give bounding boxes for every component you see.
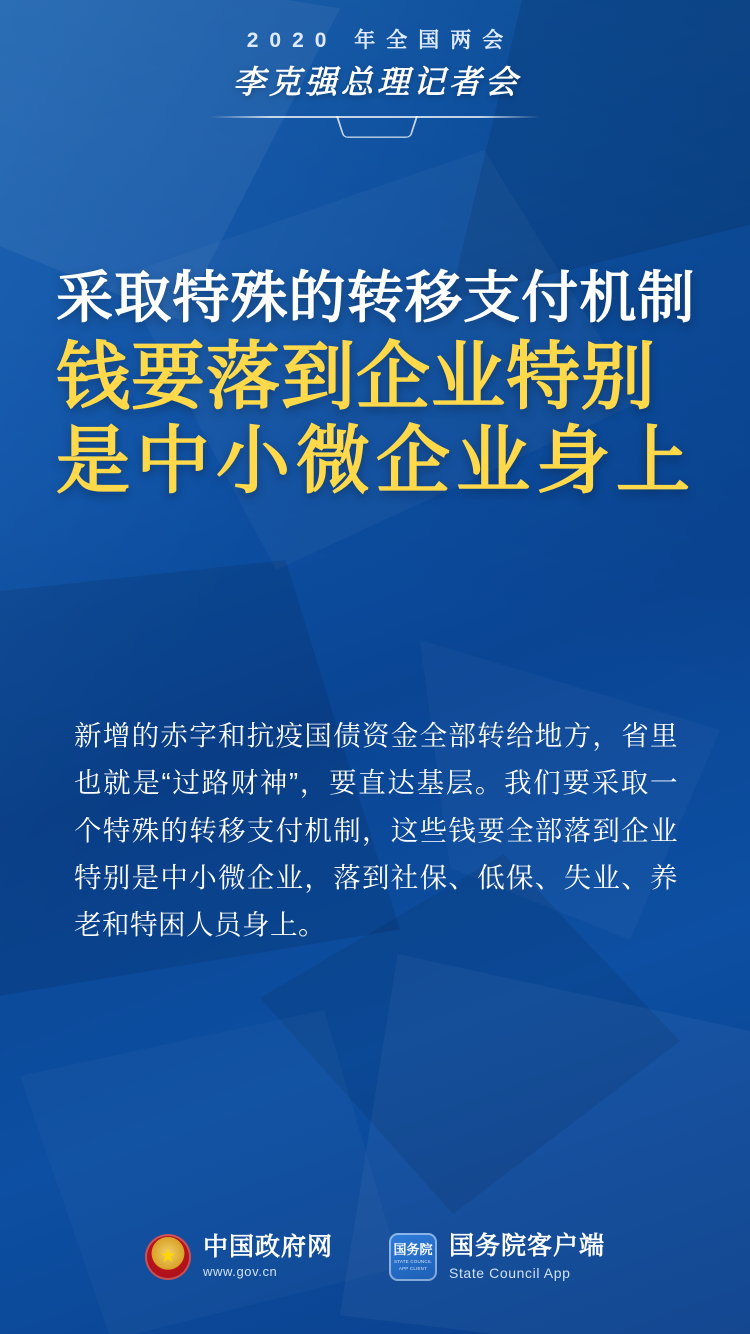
header-title: 李克强总理记者会 [232,64,521,100]
state-council-brand-text [449,1232,605,1282]
gov-brand-url: www.gov.cn [202,1264,278,1280]
headline-block [0,266,750,503]
gov-brand-name: 中国政府网 [202,1232,333,1261]
state-council-name: 国务院客户端 [449,1232,606,1261]
state-council-name-en: State Council App [449,1264,571,1281]
national-emblem-icon [145,1234,191,1280]
header-divider [210,116,540,118]
gov-brand-text [203,1233,333,1281]
poster-header [0,0,750,118]
gov-brand[interactable] [145,1233,333,1281]
state-council-mark-en-top: STATE COUNCIL [394,1258,432,1264]
background-facet [20,1010,400,1334]
headline-line-2: 钱要落到企业特别 [56,335,656,419]
state-council-mark-en-bottom: APP CLIENT [398,1265,428,1271]
state-council-logo-icon [389,1233,437,1281]
state-council-mark-cn: 国务院 [393,1241,433,1257]
poster-footer [0,1232,750,1282]
headline-line-1: 采取特殊的转移支付机制 [56,266,696,330]
state-council-brand[interactable] [389,1232,605,1282]
header-kicker: 2020 年全国两会 [246,29,515,52]
body-paragraph: 新增的赤字和抗疫国债资金全部转给地方，省里也就是“过路财神”，要直达基层。我们要采取一个特殊的转移支付机制，这些钱要全部落到企业特别是中小微企业，落到社保、低保、失业、养老和特困人员身上。 [74,720,678,941]
headline-line-3: 是中小微企业身上 [56,419,696,503]
